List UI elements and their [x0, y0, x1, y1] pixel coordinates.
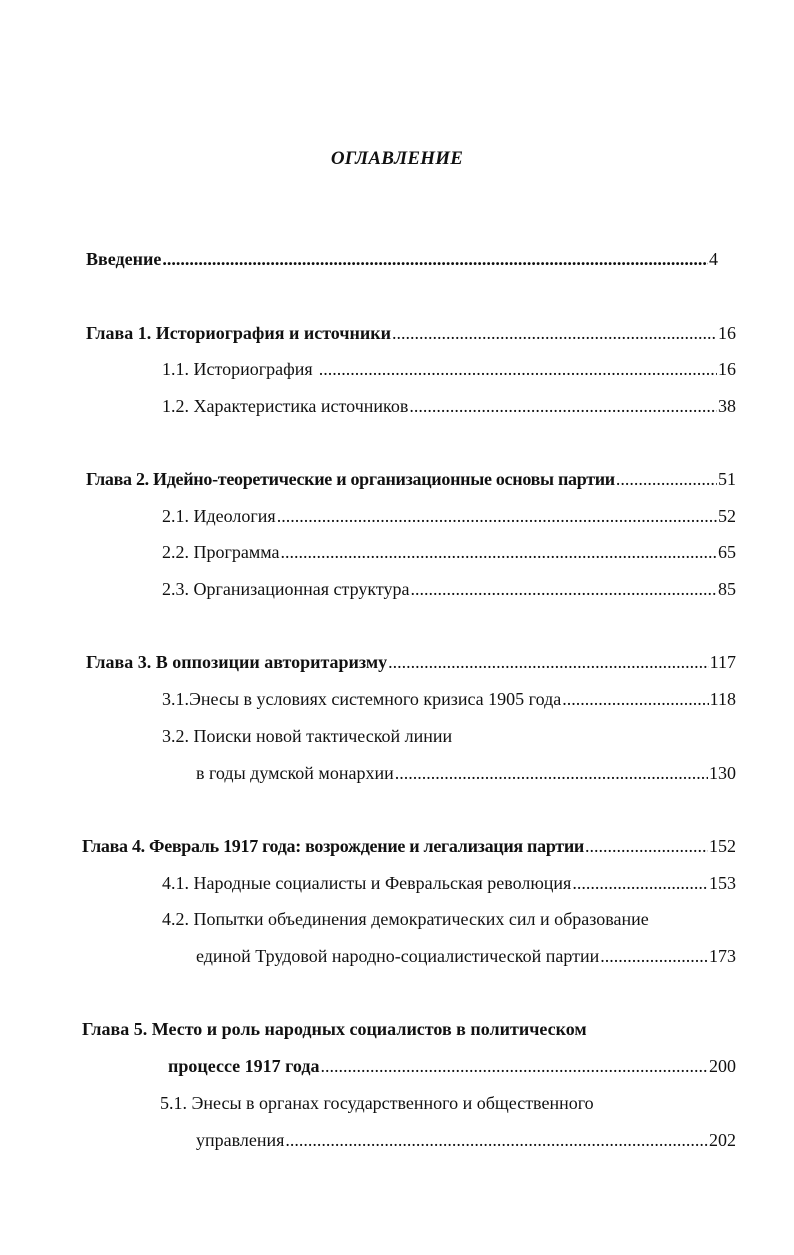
dot-leader	[320, 1055, 708, 1077]
toc-entry-3-1[interactable]	[162, 688, 736, 710]
toc-entry-3-2-line1[interactable]: 3.2. Поиски новой тактической линии	[162, 726, 453, 746]
dot-leader	[411, 578, 718, 600]
page-title: ОГЛАВЛЕНИЕ	[330, 148, 464, 169]
dot-leader	[572, 872, 708, 894]
dot-leader	[281, 541, 717, 563]
toc-entry-5-1[interactable]	[196, 1129, 736, 1151]
toc-entry-page: 16	[718, 359, 736, 379]
toc-entry-1-2[interactable]	[162, 395, 736, 417]
toc-entry-page: 130	[709, 763, 736, 783]
toc-entry-2-2[interactable]	[162, 541, 736, 563]
dot-leader	[585, 835, 708, 857]
toc-entry-2-3[interactable]	[162, 578, 736, 600]
toc-entry-page: 153	[709, 873, 736, 893]
dot-leader	[388, 651, 709, 673]
toc-entry-title: 2.3. Организационная структура	[162, 579, 410, 599]
toc-entry-title: Глава 1. Историография и источники	[86, 323, 391, 343]
toc-entry-chapter-4[interactable]	[82, 835, 736, 857]
toc-entry-title: 2.1. Идеология	[162, 506, 276, 526]
dot-leader	[395, 762, 708, 784]
dot-leader	[319, 358, 717, 380]
toc-entry-title: Глава 4. Февраль 1917 года: возрождение и легализация партии	[82, 836, 584, 856]
toc-entry-chapter-1[interactable]	[86, 322, 736, 344]
toc-entry-title: Глава 3. В оппозиции авторитаризму	[86, 652, 388, 672]
toc-entry-title: 1.1. Историография	[162, 359, 313, 379]
toc-entry-page: 38	[718, 396, 736, 416]
toc-entry-4-2[interactable]	[196, 945, 736, 967]
toc-entry-chapter-5-line1[interactable]: Глава 5. Место и роль народных социалистов в политическом	[82, 1019, 587, 1039]
toc-entry-page: 173	[709, 946, 736, 966]
toc-entry-title: процессе 1917 года	[168, 1056, 320, 1076]
toc-entry-page: 4	[709, 249, 718, 269]
toc-entry-title: в годы думской монархии	[196, 763, 394, 783]
dot-leader	[392, 322, 717, 344]
toc-entry-title: 3.1.Энесы в условиях системного кризиса 1905 года	[162, 689, 562, 709]
toc-entry-chapter-2[interactable]	[86, 468, 736, 490]
toc-entry-chapter-5[interactable]	[168, 1055, 736, 1077]
toc-entry-title: Введение	[86, 249, 162, 269]
toc-entry-title: управления	[196, 1130, 285, 1150]
toc-entry-title: единой Трудовой народно-социалистической партии	[196, 946, 600, 966]
toc-entry-3-2[interactable]	[196, 762, 736, 784]
toc-entry-2-1[interactable]	[162, 505, 736, 527]
toc-entry-introduction[interactable]	[86, 248, 718, 270]
toc-entry-chapter-3[interactable]	[86, 651, 736, 673]
toc-entry-5-1-line1[interactable]: 5.1. Энесы в органах государственного и общественного	[160, 1093, 594, 1113]
toc-entry-1-1[interactable]	[162, 358, 736, 380]
toc-entry-page: 152	[709, 836, 736, 856]
dot-leader	[616, 468, 717, 490]
dot-leader	[600, 945, 708, 967]
toc-entry-title: 4.1. Народные социалисты и Февральская революция	[162, 873, 572, 893]
dot-leader	[285, 1129, 708, 1151]
toc-entry-page: 85	[718, 579, 736, 599]
dot-leader	[277, 505, 717, 527]
toc-entry-title: 1.2. Характеристика источников	[162, 396, 409, 416]
toc-entry-page: 118	[709, 689, 736, 709]
toc-entry-page: 16	[718, 323, 736, 343]
toc-entry-page: 200	[709, 1056, 736, 1076]
toc-entry-page: 117	[709, 652, 736, 672]
toc-entry-page: 52	[718, 506, 736, 526]
toc-entry-4-1[interactable]	[162, 872, 736, 894]
dot-leader	[162, 248, 708, 270]
dot-leader	[562, 688, 708, 710]
toc-entry-page: 202	[709, 1130, 736, 1150]
toc-entry-page: 51	[718, 469, 736, 489]
dot-leader	[409, 395, 717, 417]
toc-entry-4-2-line1[interactable]: 4.2. Попытки объединения демократических сил и образование	[162, 909, 649, 929]
toc-entry-title: 2.2. Программа	[162, 542, 280, 562]
toc-entry-page: 65	[718, 542, 736, 562]
toc-entry-title: Глава 2. Идейно-теоретические и организационные основы партии	[86, 469, 615, 489]
